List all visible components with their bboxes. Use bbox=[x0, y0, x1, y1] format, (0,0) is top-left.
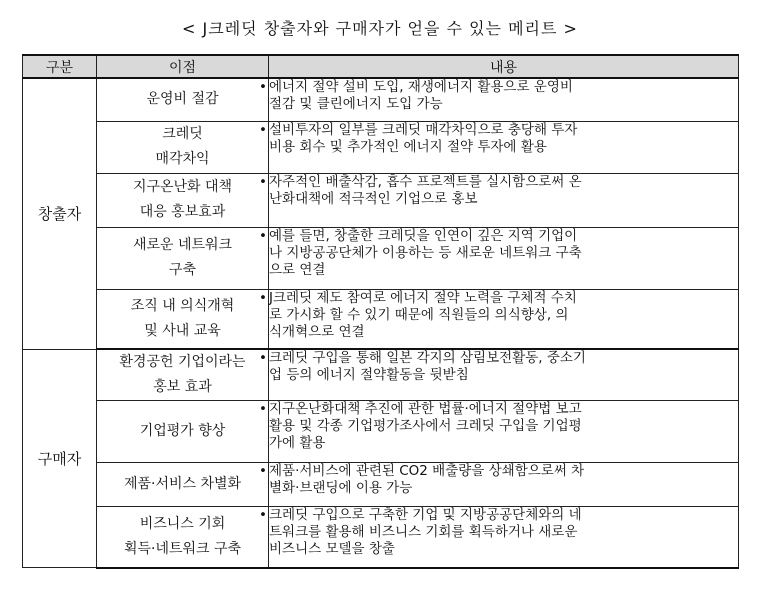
benefit-line: 새로운 네트워크 bbox=[132, 237, 233, 253]
benefit-line: 획득·네트워크 구축 bbox=[123, 540, 242, 557]
benefit-line: 환경공헌 기업이라는 bbox=[119, 354, 246, 370]
content-line: 업 등의 에너지 절약활동을 뒷받침 bbox=[269, 367, 469, 383]
bullet-icon: • bbox=[259, 173, 267, 190]
benefit-cell bbox=[97, 401, 269, 463]
benefit-cell bbox=[97, 463, 269, 507]
bullet-icon: • bbox=[259, 350, 267, 366]
benefit-cell bbox=[97, 289, 269, 349]
bullet-icon: • bbox=[259, 289, 267, 306]
content-line: • 에너지 절약 설비 도입, 재생에너지 활용으로 운영비 bbox=[259, 79, 573, 95]
content-line: 별화·브랜딩에 이용 가능 bbox=[269, 480, 413, 496]
bullet-icon: • bbox=[259, 463, 267, 479]
content-line: 나 지방공공단체가 이용하는 등 새로운 네트워크 구축 bbox=[269, 244, 582, 261]
content-cell bbox=[259, 289, 739, 349]
content-cell bbox=[259, 78, 739, 121]
content-line: 비용 회수 및 추가적인 에너지 절약 투자에 활용 bbox=[269, 138, 547, 155]
content-line: • 크레딧 구입을 통해 일본 각지의 삼림보전활동, 중소기 bbox=[259, 350, 586, 366]
table-row bbox=[23, 173, 739, 227]
benefit-line: 대응 홍보효과 bbox=[139, 204, 226, 220]
content-cell bbox=[259, 227, 739, 289]
benefit-line: 지구온난화 대책 bbox=[132, 179, 233, 195]
content-line: 식개혁으로 연결 bbox=[269, 323, 365, 340]
content-line: 가에 활용 bbox=[269, 435, 326, 451]
content-cell bbox=[259, 463, 739, 507]
bullet-icon: • bbox=[259, 121, 267, 138]
category-cell-creator: 창출자 bbox=[23, 78, 97, 349]
benefit-cell bbox=[97, 173, 269, 227]
benefit-line: 비즈니스 기회 bbox=[139, 515, 226, 532]
content-cell bbox=[259, 121, 739, 173]
content-line: 활용 및 각종 기업평가조사에서 크레딧 구입을 기업평 bbox=[269, 418, 582, 434]
bullet-icon: • bbox=[259, 227, 267, 244]
content-line: 난화대책에 적극적인 기업으로 홍보 bbox=[269, 190, 478, 207]
content-cell bbox=[259, 173, 739, 227]
content-cell bbox=[259, 401, 739, 463]
header-content: 내용 bbox=[269, 55, 739, 78]
table-row bbox=[23, 463, 739, 507]
category-cell-buyer: 구매자 bbox=[23, 349, 97, 568]
content-line: 절감 및 클린에너지 도입 가능 bbox=[269, 96, 443, 112]
content-line: 로 가시화 할 수 있기 때문에 직원들의 의식향상, 의 bbox=[269, 306, 569, 323]
header-row bbox=[23, 55, 739, 78]
benefit-cell bbox=[97, 78, 269, 121]
table-row bbox=[23, 507, 739, 568]
table-row bbox=[23, 78, 739, 121]
benefit-cell bbox=[97, 227, 269, 289]
content-line: • 지구온난화대책 추진에 관한 법률·에너지 절약법 보고 bbox=[259, 401, 582, 417]
bullet-icon: • bbox=[259, 401, 267, 417]
benefit-line: 및 사내 교육 bbox=[144, 322, 221, 339]
benefit-cell bbox=[97, 507, 269, 568]
benefit-line: 조직 내 의식개혁 bbox=[130, 297, 235, 314]
content-cell bbox=[259, 507, 739, 568]
table-row bbox=[23, 349, 739, 401]
benefit-line: 구축 bbox=[168, 262, 197, 278]
content-line: • 크레딧 구입으로 구축한 기업 및 지방공공단체와의 네 bbox=[259, 507, 582, 523]
bullet-icon: • bbox=[259, 507, 267, 523]
table-row bbox=[23, 227, 739, 289]
content-line: • 예를 들면, 창출한 크레딧을 인연이 깊은 지역 기업이 bbox=[259, 227, 578, 244]
table-row bbox=[23, 121, 739, 173]
merit-table bbox=[22, 54, 739, 569]
content-line: • 자주적인 배출삭감, 흡수 프로젝트를 실시함으로써 온 bbox=[259, 173, 582, 190]
content-line: 비즈니스 모델을 창출 bbox=[269, 541, 395, 557]
page-title: < J크레딧 창출자와 구매자가 얻을 수 있는 메리트 > bbox=[182, 19, 578, 38]
content-line: • 설비투자의 일부를 크레딧 매각차익으로 충당해 투자 bbox=[259, 121, 578, 138]
content-line: • 제품·서비스에 관련된 CO2 배출량을 상쇄함으로써 차 bbox=[259, 463, 585, 479]
benefit-line: 제품·서비스 차별화 bbox=[123, 476, 242, 492]
table-row bbox=[23, 401, 739, 463]
content-line: • J크레딧 제도 참여로 에너지 절약 노력을 구체적 수치 bbox=[259, 289, 577, 306]
header-benefit: 이점 bbox=[97, 55, 269, 78]
benefit-line: 매각차익 bbox=[155, 151, 210, 167]
content-line: 으로 연결 bbox=[269, 261, 326, 278]
benefit-cell bbox=[97, 121, 269, 173]
table-row bbox=[23, 289, 739, 349]
benefit-line: 기업평가 향상 bbox=[139, 423, 226, 439]
content-line: 트워크를 활용해 비즈니스 기회를 획득하거나 새로운 bbox=[269, 524, 578, 540]
benefit-line: 운영비 절감 bbox=[146, 91, 219, 108]
benefit-line: 홍보 효과 bbox=[153, 379, 212, 395]
content-cell bbox=[259, 349, 739, 401]
bullet-icon: • bbox=[259, 79, 267, 95]
header-category: 구분 bbox=[23, 55, 97, 78]
benefit-cell bbox=[97, 349, 269, 401]
benefit-line: 크레딧 bbox=[162, 126, 203, 142]
